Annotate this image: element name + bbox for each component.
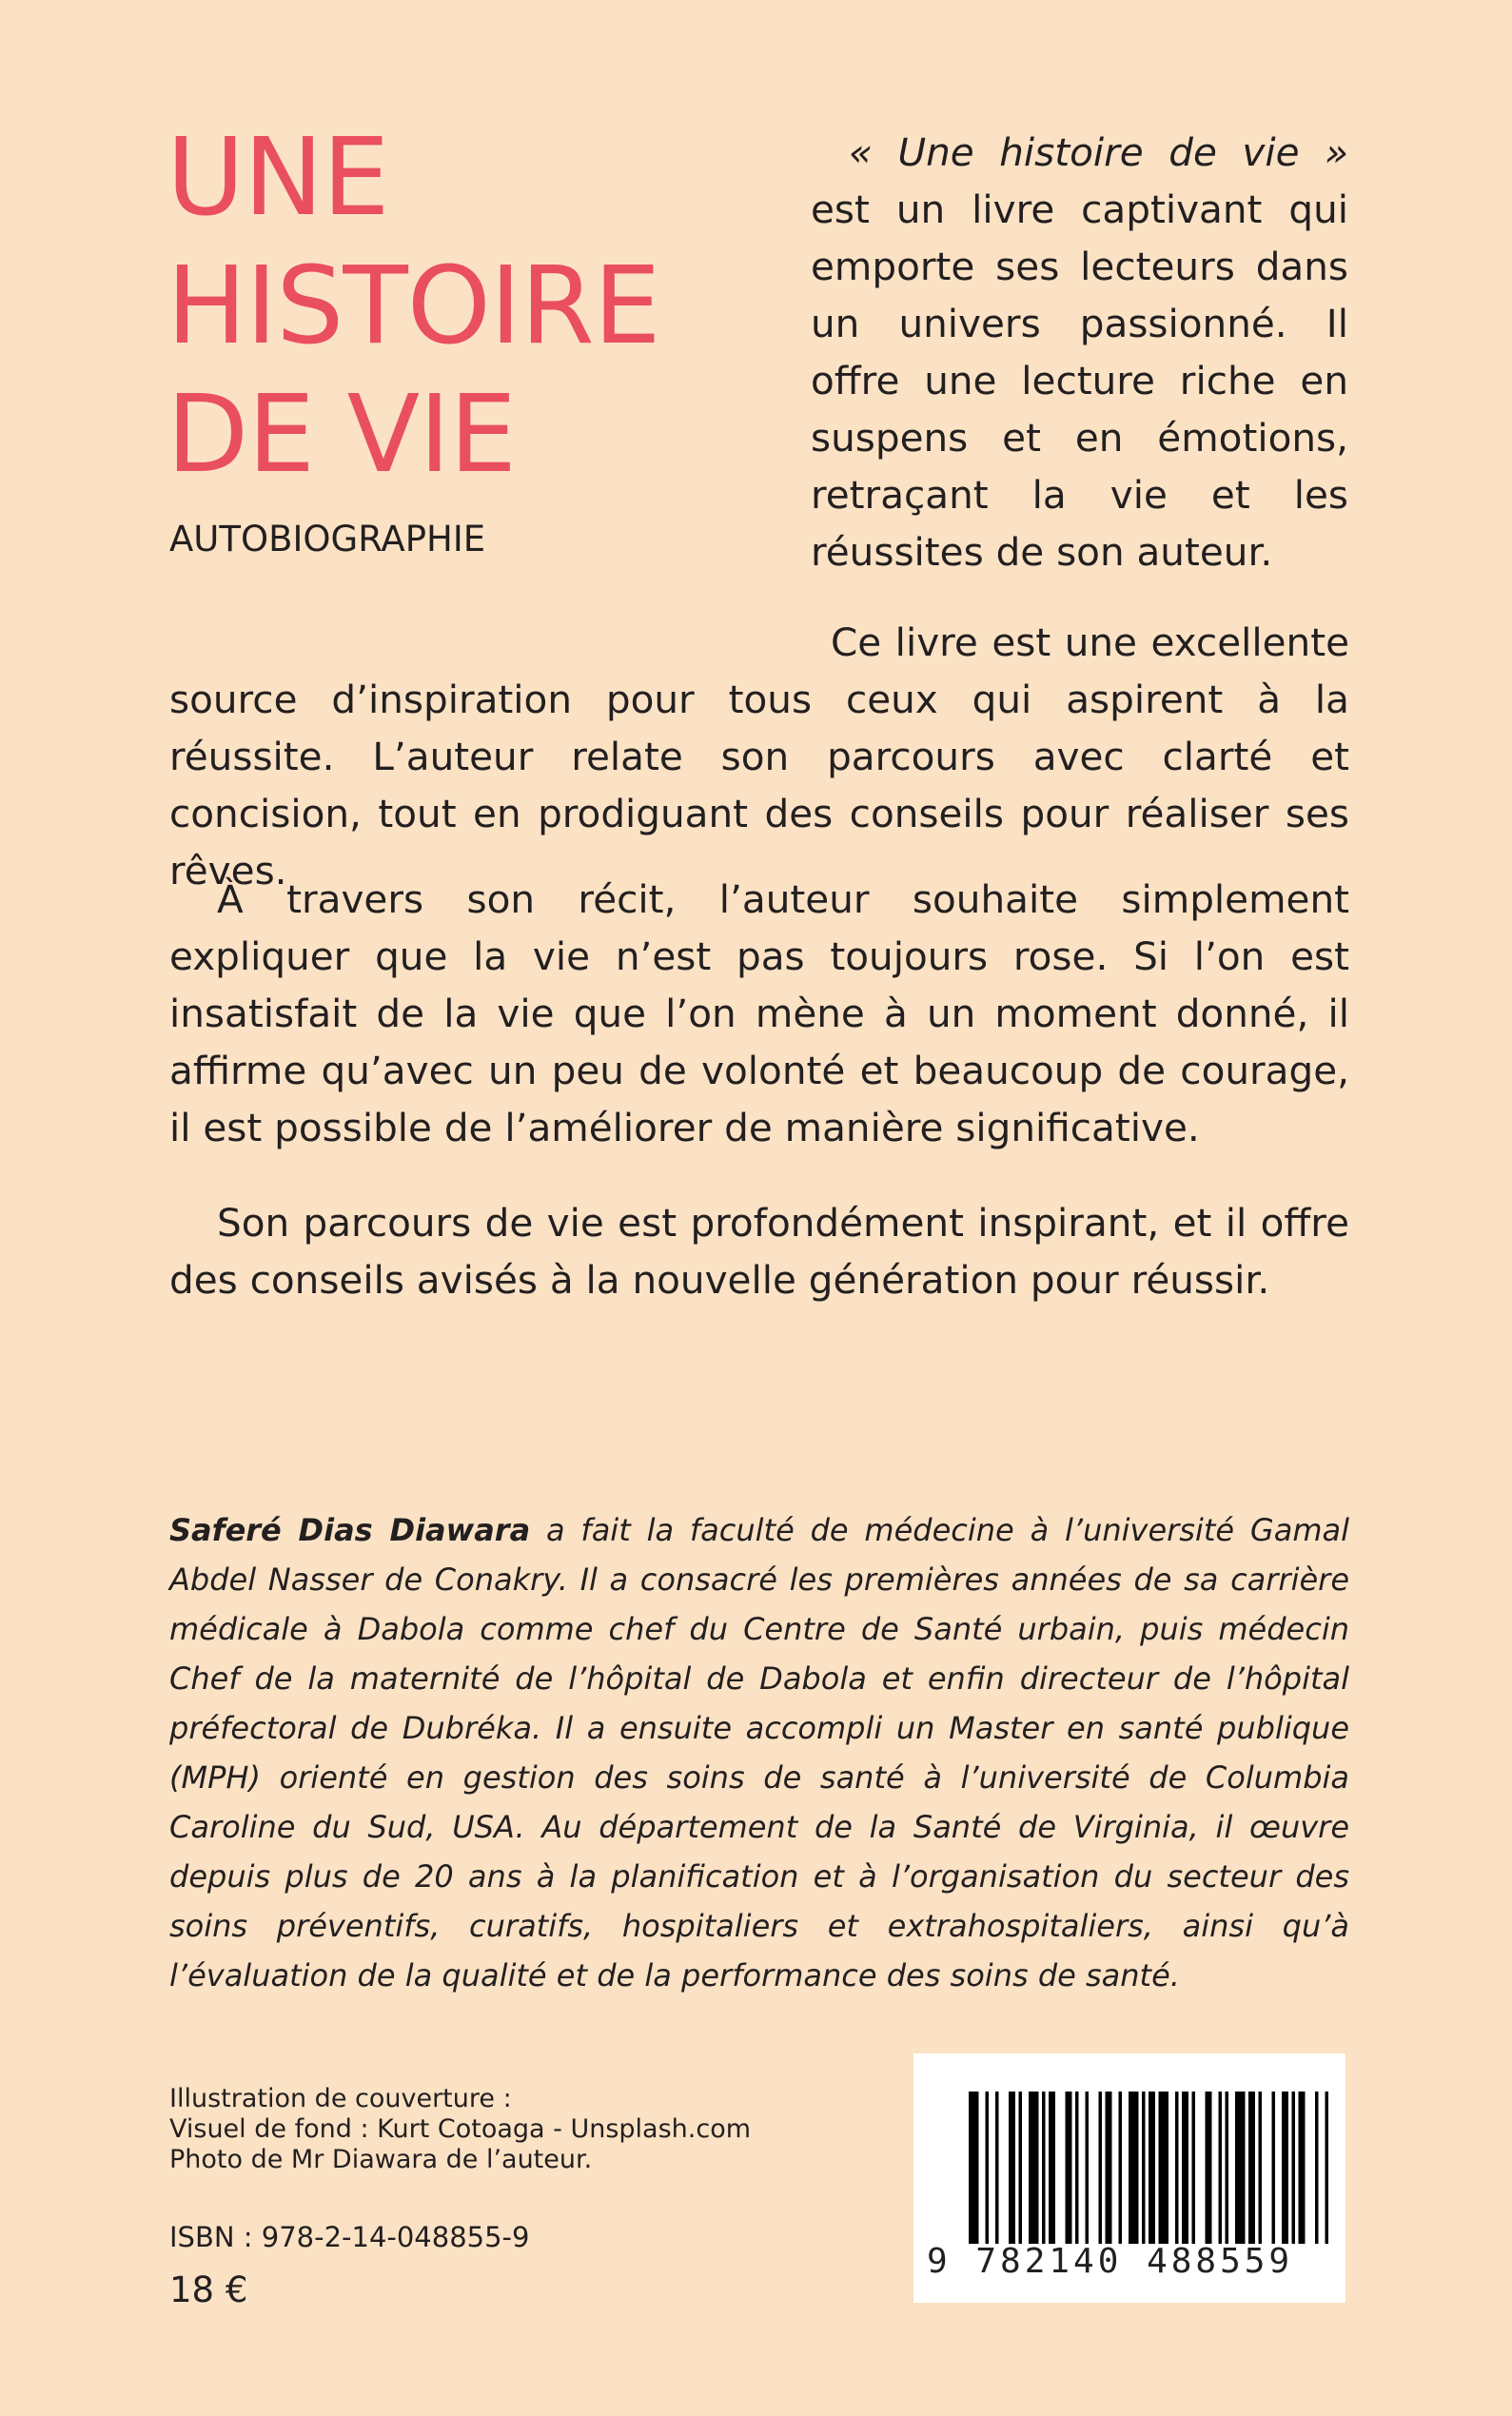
- barcode-bar: [1299, 2092, 1306, 2244]
- barcode-bar: [1066, 2092, 1072, 2244]
- author-biography: [169, 1505, 1349, 2000]
- barcode-bar: [1226, 2092, 1229, 2244]
- isbn-text: ISBN : 978-2-14-048855-9: [169, 2221, 530, 2253]
- book-subtitle: AUTOBIOGRAPHIE: [169, 519, 486, 560]
- barcode-bar: [1106, 2092, 1112, 2244]
- barcode-bar: [1175, 2092, 1179, 2244]
- barcode-bar: [1099, 2092, 1103, 2244]
- title-line-1: UNE: [167, 116, 389, 240]
- barcode-bar: [1272, 2092, 1276, 2244]
- blurb-quoted-title: « Une histoire de vie »: [849, 129, 1348, 175]
- barcode-bar: [1042, 2092, 1046, 2244]
- blurb-paragraph: [811, 124, 1348, 580]
- barcode-bar: [1292, 2092, 1296, 2244]
- barcode-bar: [1149, 2092, 1155, 2244]
- barcode-bar: [1129, 2092, 1139, 2244]
- author-name: Saferé Dias Diawara: [169, 1512, 531, 1548]
- barcode-bar: [1086, 2092, 1090, 2244]
- barcode-bar: [1248, 2092, 1255, 2244]
- barcode: [913, 2053, 1345, 2303]
- barcode-bar: [1282, 2092, 1288, 2244]
- barcode-bar: [1206, 2092, 1212, 2244]
- title-line-3: DE VIE: [167, 373, 517, 497]
- author-bio-text: a fait la faculté de médecine à l’université Gamal Abdel Nasser de Conakry. Il a consacré les premières années de sa carrière médicale à Dabola comme chef du Centre de Santé urbain, puis médecin Chef de la maternité de l’hôpital de Dabola et enfin directeur de l’hôpital préfectoral de Dubréka. Il a ensuite accompli un Master en santé publique (MPH) orienté en gestion des soins de santé à l’université de Columbia Caroline du Sud, USA. Au département de la Santé de Virginia, il œuvre depuis plus de 20 ans à la planification et à l’organisation du secteur des soins préventifs, curatifs, hospitaliers et extrahospitaliers, ainsi qu’à l’évaluation de la qualité et de la performance des soins de santé.: [169, 1512, 1350, 1994]
- barcode-bar: [995, 2092, 999, 2244]
- paragraph-recit: À travers son récit, l’auteur souhaite simplement expliquer que la vie n’est pas toujours rose. Si l’on est insatisfait de la vie que l’on mène à un moment donné, il affirme qu’avec un peu de volonté et beaucoup de courage, il est possible de l’améliorer de manière significative.: [169, 876, 1349, 1150]
- barcode-bar: [1315, 2092, 1319, 2244]
- barcode-bar: [1029, 2092, 1039, 2244]
- barcode-bar: [986, 2092, 990, 2244]
- cover-credits: [169, 2084, 751, 2175]
- blurb-text: est un livre captivant qui emporte ses lecteurs dans un univers passionné. Il offre une lecture riche en suspens et en émotions, retraçant la vie et les réussites de son auteur.: [811, 187, 1348, 575]
- credits-line-2: Visuel de fond : Kurt Cotoaga - Unsplash.com: [169, 2114, 752, 2144]
- barcode-bar: [1142, 2092, 1146, 2244]
- barcode-bar: [1119, 2092, 1123, 2244]
- barcode-bar: [1182, 2092, 1188, 2244]
- barcode-bar: [1235, 2092, 1246, 2244]
- barcode-bar: [1019, 2092, 1023, 2244]
- barcode-bar: [1192, 2092, 1196, 2244]
- barcode-digits: 9 782140 488559: [927, 2242, 1294, 2281]
- barcode-bar: [1009, 2092, 1015, 2244]
- title-line-2: HISTOIRE: [167, 245, 660, 368]
- barcode-bar: [1075, 2092, 1079, 2244]
- book-title: [167, 114, 660, 500]
- price: 18 €: [169, 2269, 248, 2310]
- barcode-bar: [1219, 2092, 1223, 2244]
- barcode-bar: [1049, 2092, 1055, 2244]
- barcode-bar: [1159, 2092, 1169, 2244]
- barcode-bar: [1325, 2092, 1329, 2244]
- credits-line-3: Photo de Mr Diawara de l’auteur.: [169, 2145, 593, 2174]
- paragraph-parcours: Son parcours de vie est profondément inspirant, et il offre des conseils avisés à la nouvelle génération pour réussir.: [169, 1200, 1349, 1303]
- barcode-bar: [969, 2092, 979, 2244]
- credits-line-1: Illustration de couverture :: [169, 2084, 512, 2113]
- paragraph-inspiration: Ce livre est une excellente source d’inspiration pour tous ceux qui aspirent à la réussite. L’auteur relate son parcours avec clarté et concision, tout en prodiguant des conseils pour réaliser ses rêves.: [169, 619, 1349, 894]
- barcode-bar: [1259, 2092, 1263, 2244]
